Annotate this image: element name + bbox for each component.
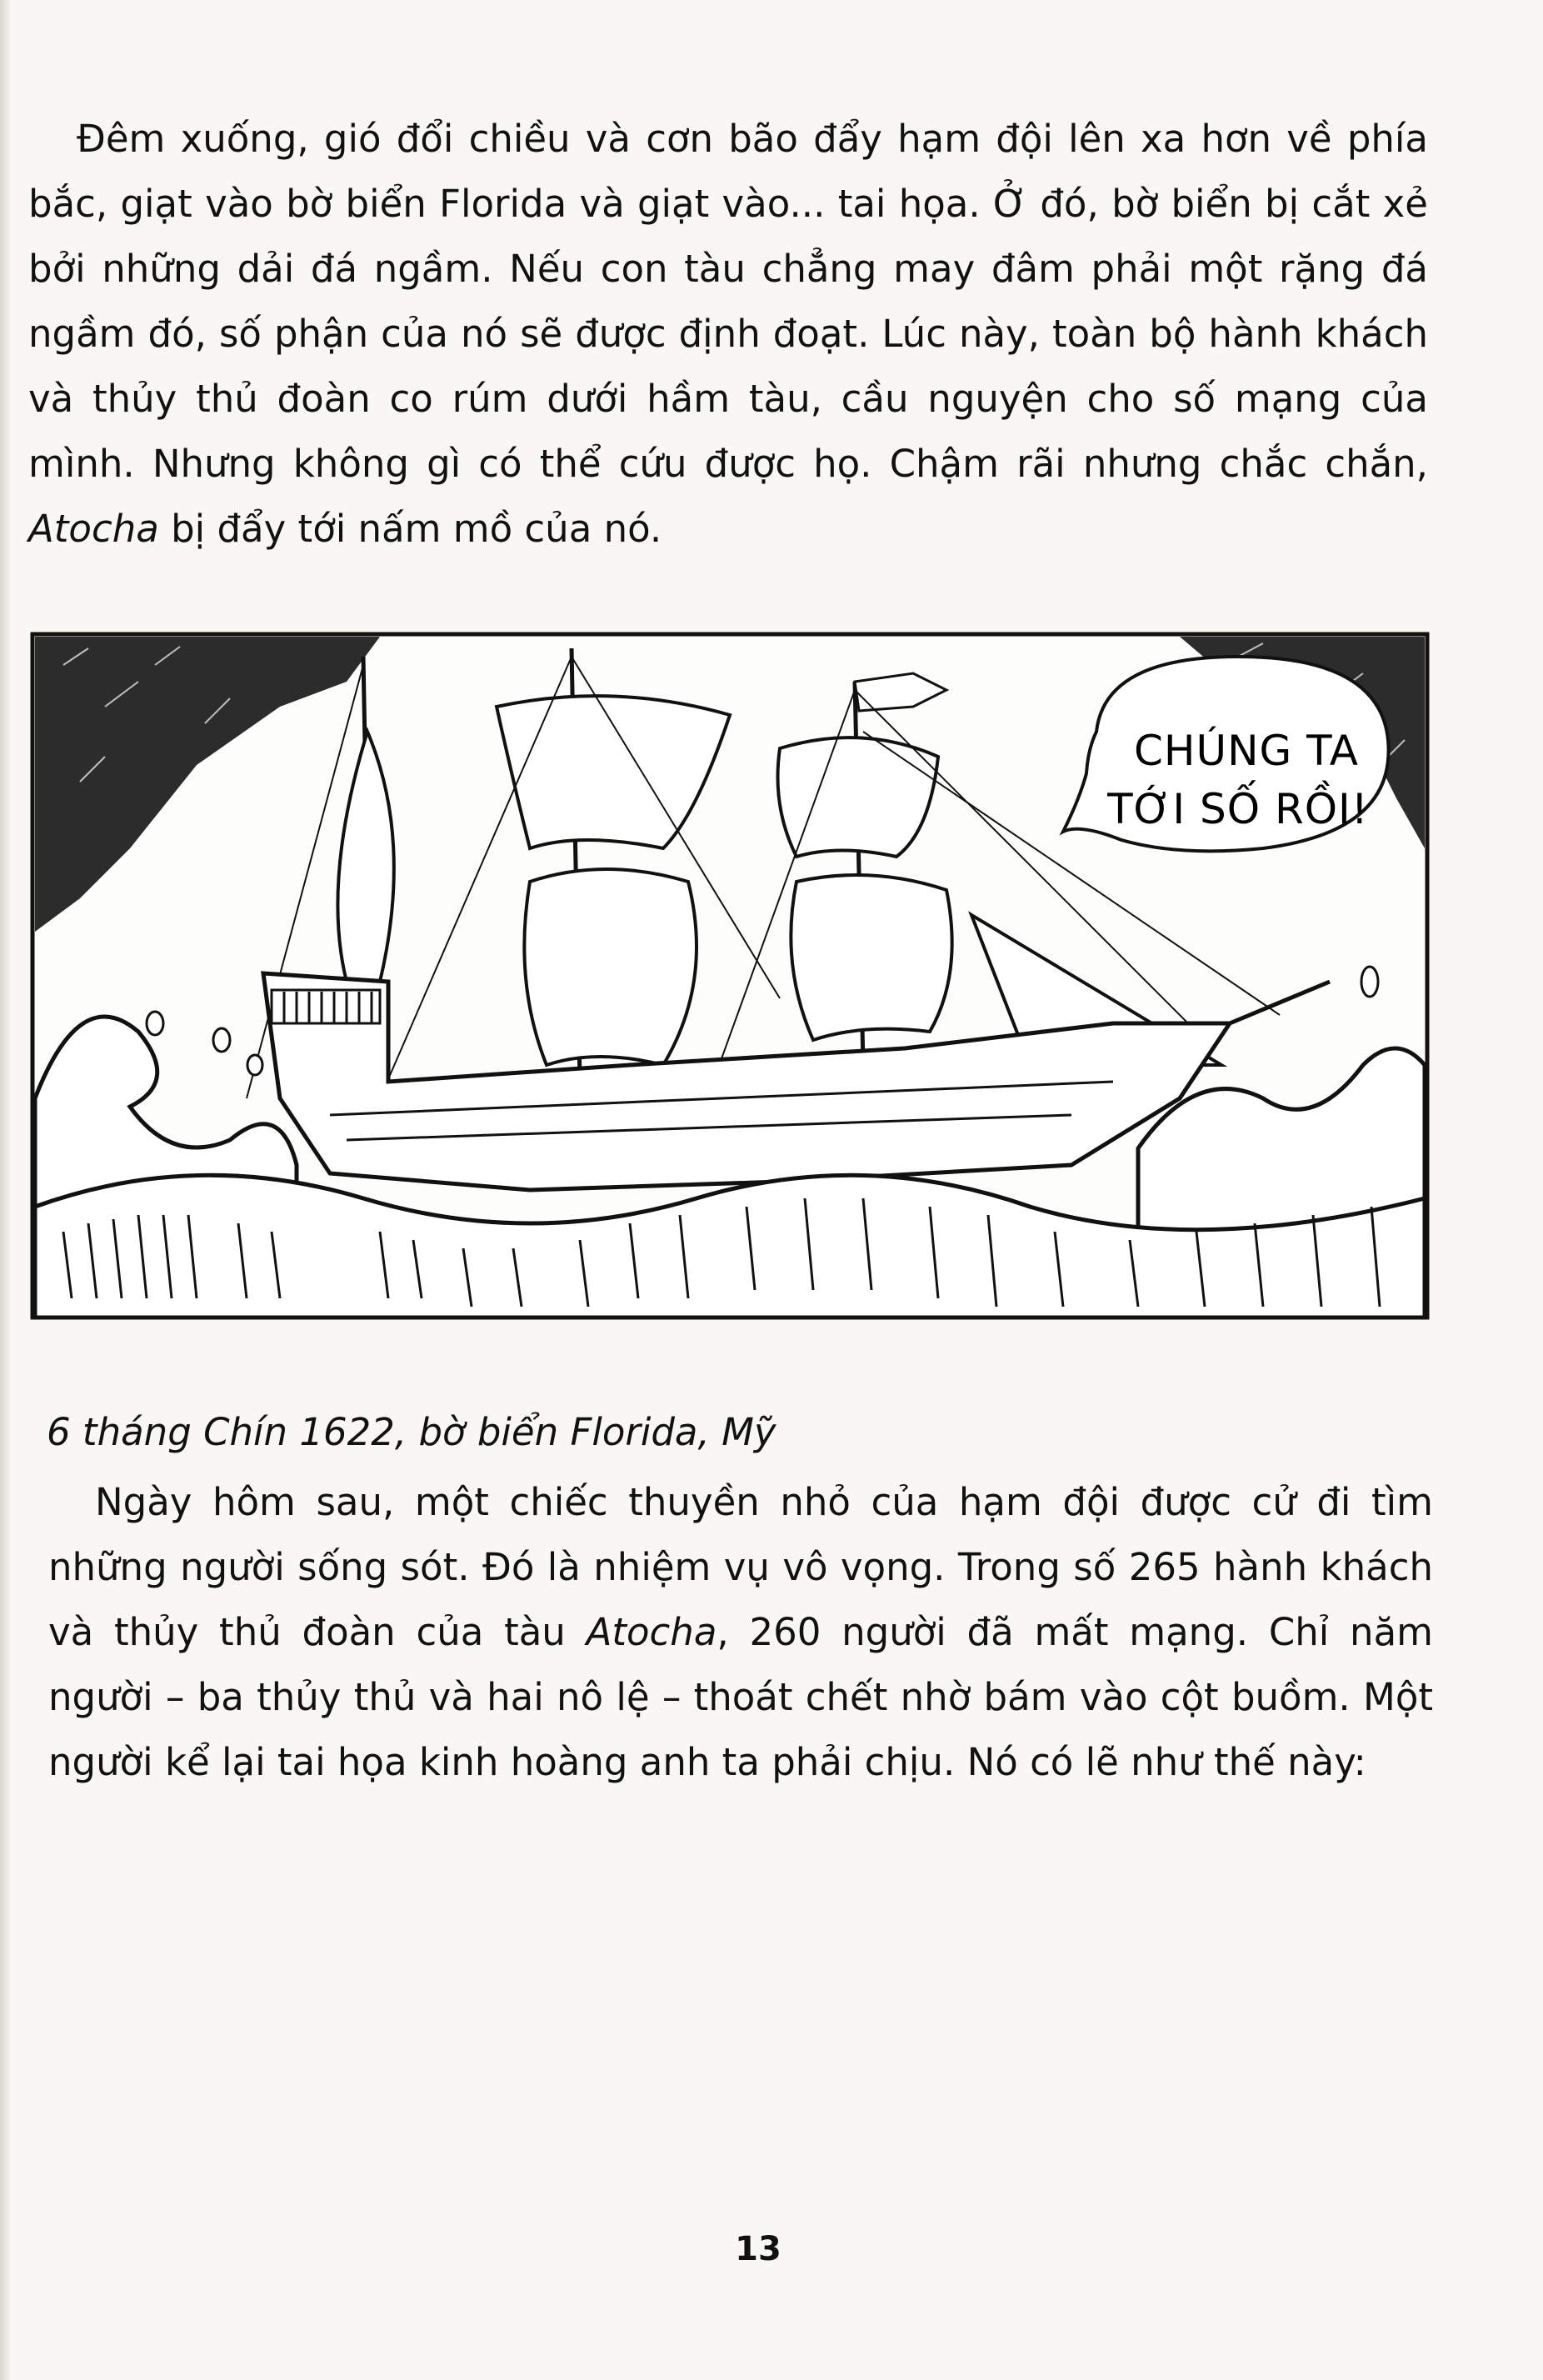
paragraph-storm-text-1: Đêm xuống, gió đổi chiều và cơn bão đẩy hạm đội lên xa hơn về phía bắc, giạt vào bờ biển Florida và giạt vào... tai họa. Ở đó, bờ biển bị cắt xẻ bởi những dải đá ngầm. Nếu con tàu chẳng may đâm phải một rặng đá ngầm đó, số phận của nó sẽ được định đoạt. Lúc này, toàn bộ hành khách và thủy thủ đoàn co rúm dưới hầm tàu, cầu nguyện cho số mạng của mình. Nhưng không gì có thể cứu được họ. Chậm rãi nhưng chắc chắn,: [28, 117, 1428, 486]
paragraph-storm: [28, 107, 1428, 562]
ship-illustration: [30, 632, 1430, 1320]
caption-date-location: 6 tháng Chín 1622, bờ biển Florida, Mỹ: [47, 1410, 776, 1454]
paragraph-survivors-text-2: , 260 người đã mất mạng. Chỉ năm người – ba thủy thủ và hai nô lệ – thoát chết nhờ bám vào cột buồm. Một người kể lại tai họa kinh hoàng anh ta phải chịu. Nó có lẽ như thế này:: [48, 1610, 1433, 1784]
speech-bubble-line-2: TỚI SỐ RỒI!: [1107, 785, 1369, 833]
paragraph-storm-text-2: bị đẩy tới nấm mồ của nó.: [158, 507, 662, 551]
page-number: 13: [735, 2230, 781, 2268]
speech-bubble-line-1: CHÚNG TA: [1133, 727, 1360, 775]
ship-name-atocha-2: Atocha: [586, 1610, 717, 1654]
paragraph-survivors: [48, 1470, 1433, 1795]
ship-name-atocha: Atocha: [28, 507, 159, 551]
page-gutter-shadow: [0, 0, 12, 2380]
paragraph-survivors-text-1: Ngày hôm sau, một chiếc thuyền nhỏ của hạm đội được cử đi tìm những người sống sót. Đó là nhiệm vụ vô vọng. Trong số 265 hành khách và thủy thủ đoàn của tàu: [48, 1480, 1433, 1654]
